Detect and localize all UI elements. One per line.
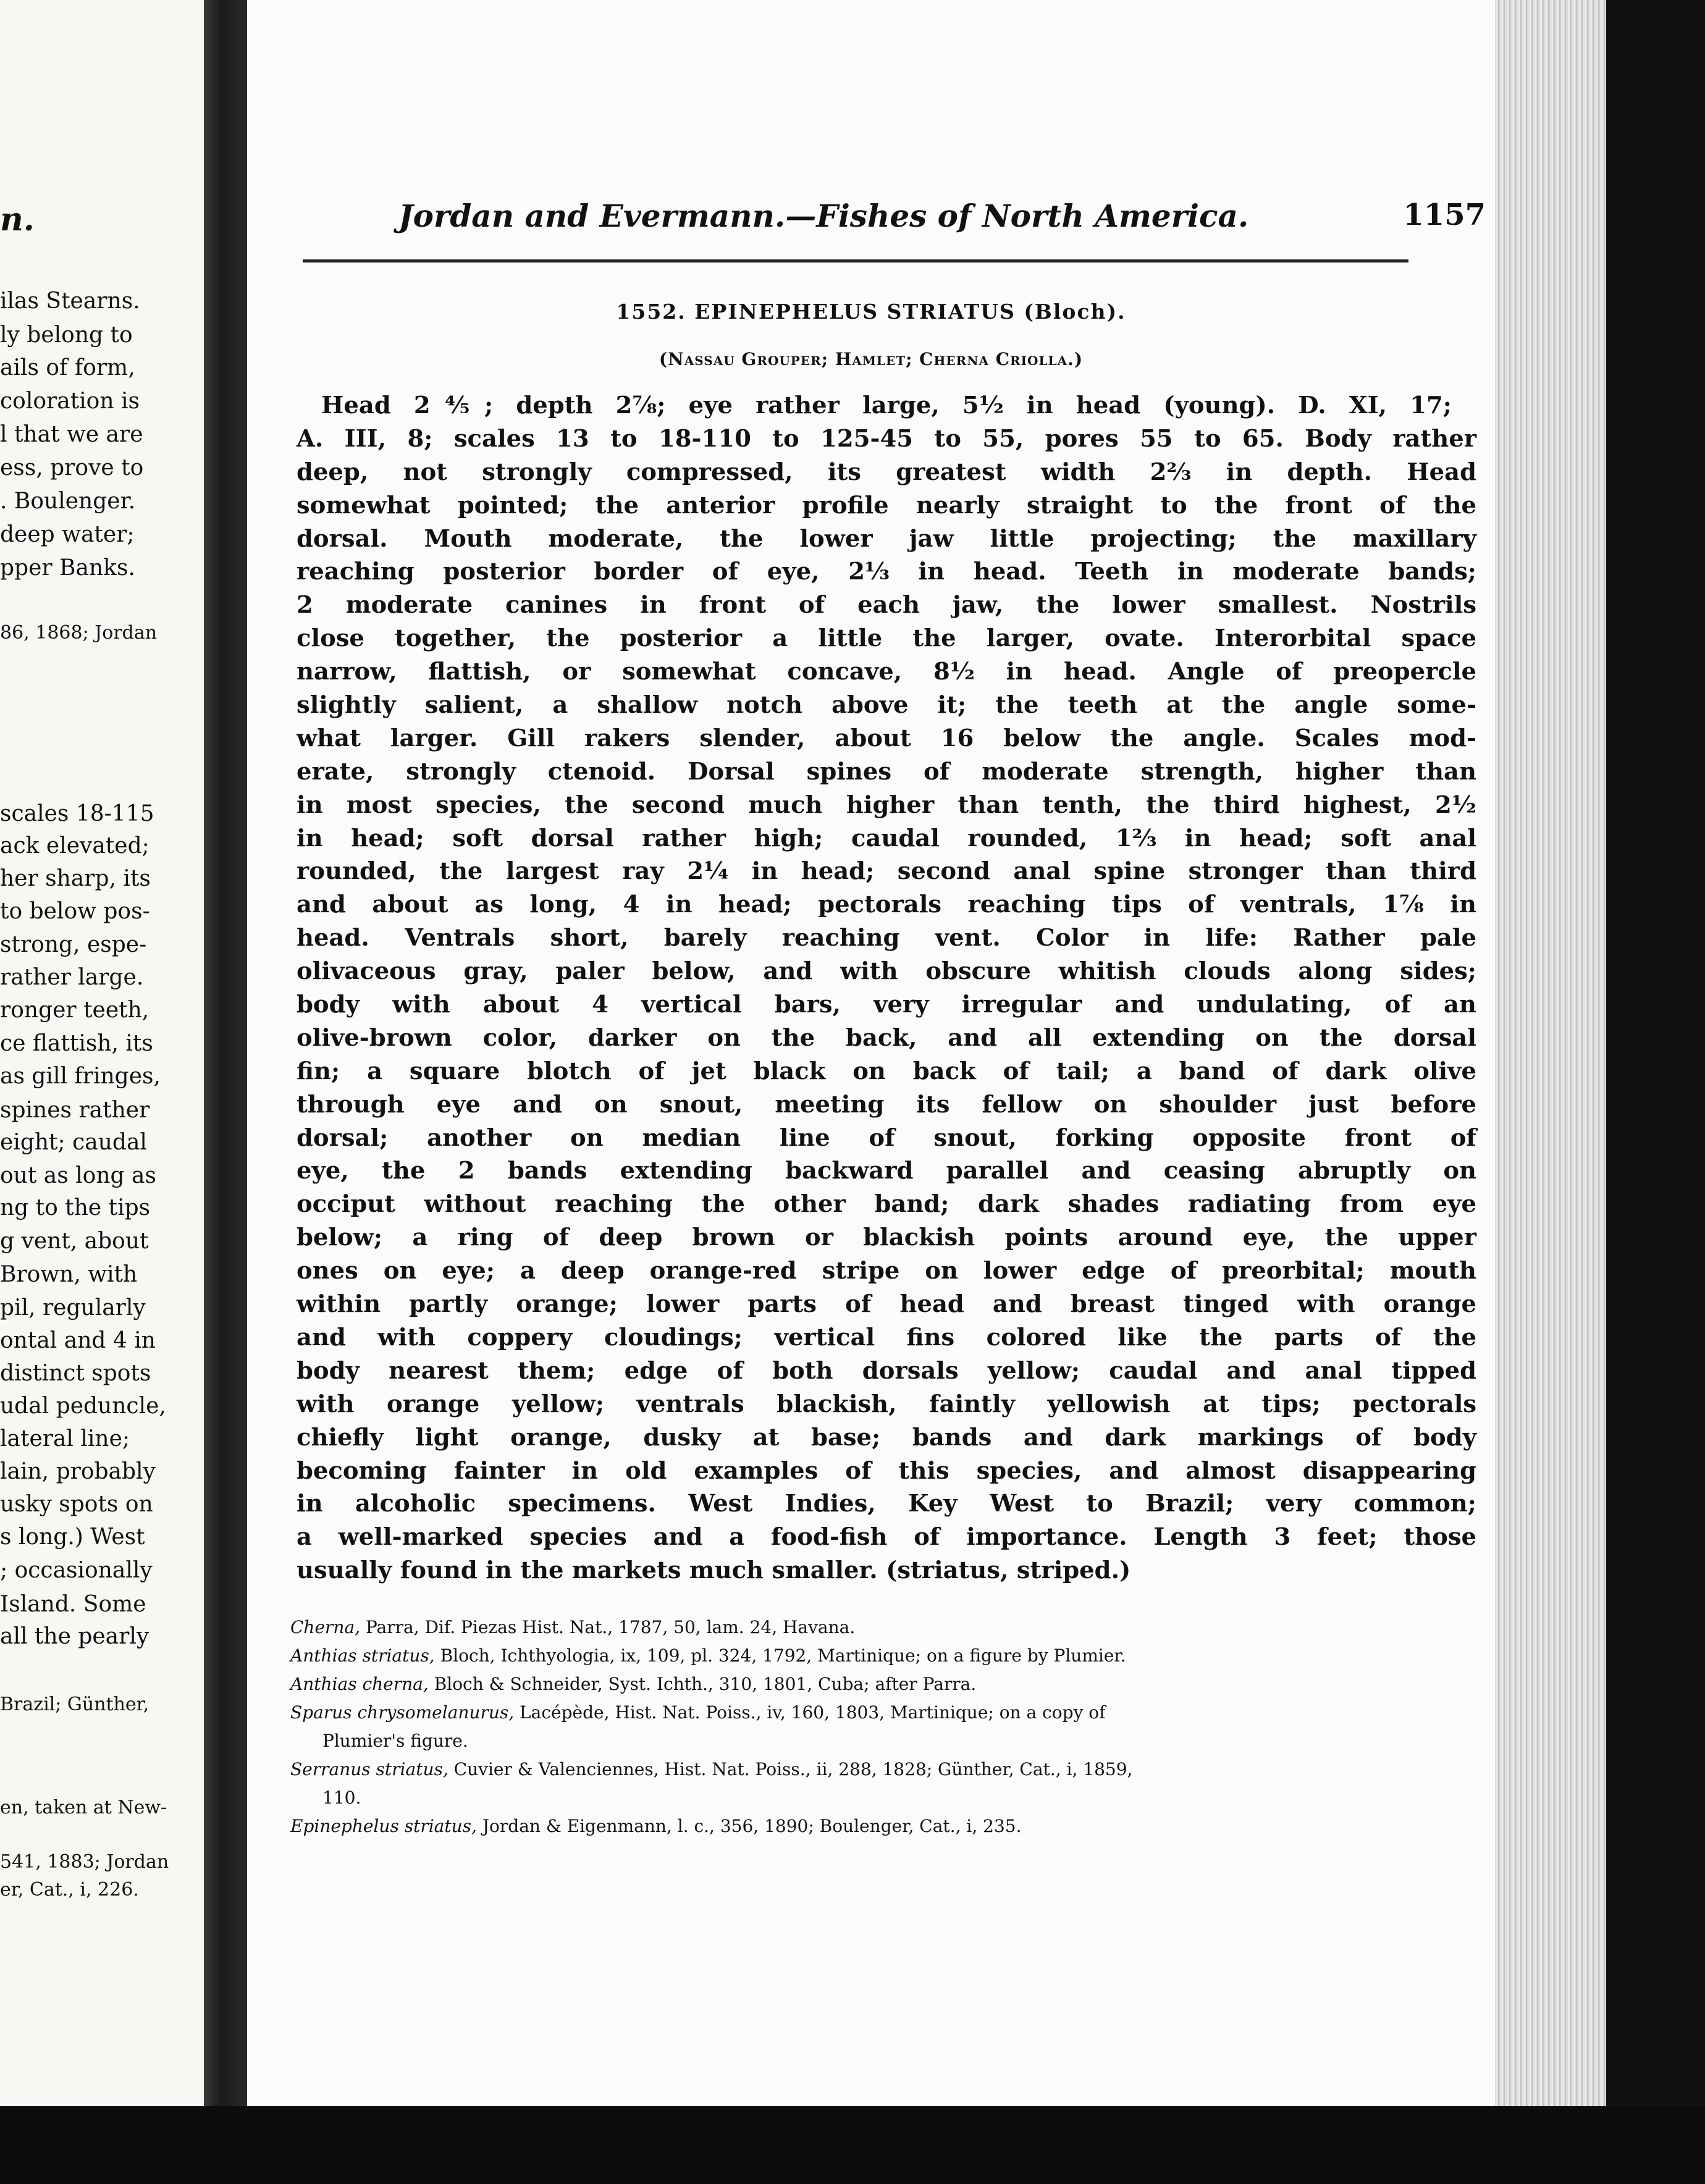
species-title: 1552. EPINEPHELUS STRIATUS (Bloch). [616, 300, 1126, 324]
description-line [297, 1321, 1483, 1354]
description-line [297, 1055, 1483, 1088]
description-line [297, 822, 1483, 855]
reference-citation: 110. [322, 1787, 361, 1808]
left-page-line: strong, espe- [0, 932, 147, 957]
left-page-line: to below pos- [0, 899, 150, 924]
page-edges [1495, 0, 1606, 2131]
header-rule [303, 259, 1408, 262]
description-line-text: Head 2⅘; depth 2⅞; eye rather large, 5½ in head (young). D. XI, 17; [321, 392, 1452, 419]
species-description [297, 389, 1483, 1587]
synonymy-references [290, 1613, 1476, 1841]
description-line-text: within partly orange; lower parts of head and breast tinged with orange [297, 1290, 1476, 1319]
description-line-text: body nearest them; edge of both dorsals yellow; caudal and anal tipped [297, 1356, 1476, 1385]
reference-name: Anthias cherna, [290, 1674, 429, 1694]
description-line [297, 689, 1483, 722]
description-line-text: reaching posterior border of eye, 2⅓ in head. Teeth in moderate bands; [297, 558, 1476, 586]
description-line [297, 888, 1483, 922]
left-page-line: her sharp, its [0, 866, 151, 891]
description-line-text: and with coppery cloudings; vertical fins colored like the parts of the [297, 1323, 1476, 1351]
reference-name: Epinephelus striatus, [290, 1816, 477, 1836]
left-page-line: lain, probably [0, 1459, 156, 1484]
left-page-line: Island. Some [0, 1592, 146, 1617]
reference-citation: Parra, Dif. Piezas Hist. Nat., 1787, 50, lam. 24, Havana. [360, 1617, 856, 1637]
description-line [297, 789, 1483, 822]
description-line-text: a well-marked species and a food-fish of importance. Length 3 feet; those [297, 1523, 1476, 1552]
left-page-line: usky spots on [0, 1492, 153, 1517]
description-line-text: erate, strongly ctenoid. Dorsal spines of moderate strength, higher than [297, 757, 1476, 786]
description-line [297, 1388, 1483, 1421]
left-page-line: Brown, with [0, 1262, 138, 1287]
reference-entry [290, 1755, 1476, 1784]
left-page-line: s long.) West [0, 1524, 145, 1550]
left-page-line: udal peduncle, [0, 1393, 166, 1419]
description-line [297, 589, 1483, 622]
description-line [297, 922, 1483, 955]
description-line [297, 722, 1483, 755]
description-line-text: in most species, the second much higher than tenth, the third highest, 2½ [297, 791, 1476, 819]
background-shadow [1606, 0, 1705, 2184]
description-line-text: occiput without reaching the other band; dark shades radiating from eye [297, 1190, 1476, 1219]
description-line [297, 456, 1483, 489]
left-page-line: g vent, about [0, 1228, 149, 1254]
left-page-line: pper Banks. [0, 555, 135, 581]
description-line [297, 389, 1483, 422]
left-page-line: en, taken at New- [0, 1797, 167, 1818]
description-line-text: ones on eye; a deep orange-red stripe on lower edge of preorbital; mouth [297, 1257, 1476, 1285]
reference-entry [290, 1642, 1476, 1670]
description-line-text: olivaceous gray, paler below, and with obscure whitish clouds along sides; [297, 957, 1476, 986]
reference-entry [290, 1613, 1476, 1642]
description-line-text: chiefly light orange, dusky at base; bands and dark markings of body [297, 1423, 1476, 1451]
reference-citation: Plumier's figure. [322, 1731, 468, 1751]
left-page-line: ; occasionally [0, 1558, 153, 1583]
reference-citation: Cuvier & Valenciennes, Hist. Nat. Poiss., ii, 288, 1828; Günther, Cat., i, 1859, [448, 1759, 1133, 1779]
reference-citation: Bloch & Schneider, Syst. Ichth., 310, 1801, Cuba; after Parra. [428, 1674, 977, 1694]
description-line-text: dorsal; another on median line of snout, forking opposite front of [297, 1124, 1476, 1152]
description-line [297, 955, 1483, 988]
description-line-text: body with about 4 vertical bars, very irregular and undulating, of an [297, 991, 1476, 1019]
left-page-line: all the pearly [0, 1624, 149, 1649]
description-line-text: head. Ventrals short, barely reaching vent. Color in life: Rather pale [297, 924, 1476, 952]
description-line [297, 988, 1483, 1022]
description-line-text: becoming fainter in old examples of this species, and almost disappearing [297, 1456, 1476, 1485]
description-line [297, 1421, 1483, 1455]
description-line [297, 755, 1483, 789]
left-page-line: ronger teeth, [0, 998, 149, 1023]
page-header [398, 198, 1486, 241]
left-page-line: ilas Stearns. [0, 288, 140, 314]
description-line-text: A. III, 8; scales 13 to 18-110 to 125-45 to 55, pores 55 to 65. Body rather [297, 424, 1476, 453]
page-number: 1157 [1403, 198, 1486, 232]
left-page-line: distinct spots [0, 1361, 151, 1386]
description-line-text: somewhat pointed; the anterior profile nearly straight to the front of the [297, 491, 1476, 519]
left-page-line: ack elevated; [0, 833, 149, 859]
reference-name: Cherna, [290, 1617, 361, 1637]
description-line [297, 855, 1483, 888]
description-line-text: deep, not strongly compressed, its greatest width 2⅔ in depth. Head [297, 458, 1476, 486]
left-page-line: ng to the tips [0, 1195, 151, 1220]
description-line [297, 1154, 1483, 1188]
left-page-line: ails of form, [0, 355, 135, 380]
left-page-line: scales 18-115 [0, 801, 154, 826]
reference-name: Serranus striatus, [290, 1759, 448, 1779]
left-page-line: l that we are [0, 422, 143, 447]
reference-citation: Jordan & Eigenmann, l. c., 356, 1890; Boulenger, Cat., i, 235. [476, 1816, 1022, 1836]
right-page [247, 0, 1495, 2106]
reference-entry [290, 1727, 1476, 1755]
left-page-line: rather large. [0, 965, 144, 990]
description-line [297, 1455, 1483, 1488]
description-line [297, 1221, 1483, 1254]
description-line [297, 655, 1483, 689]
description-line [297, 489, 1483, 523]
left-page-line: . Boulenger. [0, 489, 136, 514]
common-names: (Nassau Grouper; Hamlet; Cherna Criolla.) [659, 349, 1084, 369]
description-line-text: with orange yellow; ventrals blackish, faintly yellowish at tips; pectorals [297, 1390, 1476, 1418]
description-line-text: what larger. Gill rakers slender, about 16 below the angle. Scales mod- [297, 724, 1476, 752]
reference-citation: Lacépède, Hist. Nat. Poiss., iv, 160, 1803, Martinique; on a copy of [514, 1702, 1106, 1723]
description-line [297, 1521, 1483, 1554]
left-page-line: ontal and 4 in [0, 1328, 156, 1353]
book-spine [204, 0, 247, 2106]
left-page-line: ly belong to [0, 322, 133, 348]
description-line [297, 523, 1483, 556]
description-line-text: below; a ring of deep brown or blackish points around eye, the upper [297, 1224, 1476, 1252]
description-line-text: olive-brown color, darker on the back, and all extending on the dorsal [297, 1023, 1476, 1052]
left-page-line: eight; caudal [0, 1130, 147, 1155]
left-page-line: lateral line; [0, 1426, 130, 1451]
left-page-line: pil, regularly [0, 1295, 146, 1321]
left-page-line: Brazil; Günther, [0, 1694, 149, 1715]
description-line [297, 422, 1483, 456]
description-line-text: slightly salient, a shallow notch above it; the teeth at the angle some- [297, 691, 1476, 720]
left-page-line: 541, 1883; Jordan [0, 1851, 169, 1873]
left-page-fragment [0, 0, 204, 2106]
left-page-line: 86, 1868; Jordan [0, 622, 158, 644]
left-page-line: ce flattish, its [0, 1031, 153, 1056]
reference-name: Sparus chrysomelanurus, [290, 1702, 515, 1723]
running-title: Jordan and Evermann.—Fishes of North America. [398, 198, 1249, 234]
description-line [297, 1487, 1483, 1521]
description-line-text: rounded, the largest ray 2¼ in head; second anal spine stronger than third [297, 857, 1476, 886]
reference-entry [290, 1784, 1476, 1812]
reference-citation: Bloch, Ichthyologia, ix, 109, pl. 324, 1792, Martinique; on a figure by Plumier. [434, 1645, 1126, 1666]
description-line [297, 555, 1483, 589]
reference-entry [290, 1812, 1476, 1841]
description-line-text: usually found in the markets much smaller. (striatus, striped.) [297, 1556, 1131, 1585]
description-line-text: in head; soft dorsal rather high; caudal rounded, 1⅔ in head; soft anal [297, 824, 1476, 852]
reference-entry [290, 1699, 1476, 1727]
description-line-text: through eye and on snout, meeting its fellow on shoulder just before [297, 1090, 1476, 1119]
description-line [297, 1354, 1483, 1388]
description-line [297, 1188, 1483, 1221]
description-line [297, 1554, 1483, 1587]
bottom-background [0, 2106, 1705, 2184]
description-line-text: close together, the posterior a little the larger, ovate. Interorbital space [297, 624, 1476, 653]
description-line-text: narrow, flattish, or somewhat concave, 8½ in head. Angle of preopercle [297, 658, 1476, 686]
description-line-text: dorsal. Mouth moderate, the lower jaw little projecting; the maxillary [297, 524, 1476, 553]
description-line-text: 2 moderate canines in front of each jaw, the lower smallest. Nostrils [297, 591, 1476, 620]
left-page-line: spines rather [0, 1098, 150, 1123]
description-line [297, 1288, 1483, 1321]
left-page-line: er, Cat., i, 226. [0, 1879, 139, 1900]
description-line-text: in alcoholic specimens. West Indies, Key West to Brazil; very common; [297, 1490, 1476, 1518]
description-line-text: eye, the 2 bands extending backward parallel and ceasing abruptly on [297, 1157, 1476, 1185]
left-page-line: coloration is [0, 388, 140, 414]
description-line-text: fin; a square blotch of jet black on back of tail; a band of dark olive [297, 1057, 1476, 1085]
reference-entry [290, 1670, 1476, 1699]
left-page-line: out as long as [0, 1163, 156, 1188]
left-page-marker: n. [0, 201, 35, 238]
description-line [297, 622, 1483, 655]
left-page-line: as gill fringes, [0, 1064, 161, 1089]
reference-name: Anthias striatus, [290, 1645, 435, 1666]
description-line [297, 1088, 1483, 1122]
description-line [297, 1122, 1483, 1155]
description-line [297, 1022, 1483, 1055]
left-page-line: ess, prove to [0, 455, 144, 481]
left-page-line: deep water; [0, 522, 135, 547]
description-line [297, 1254, 1483, 1288]
description-line-text: and about as long, 4 in head; pectorals reaching tips of ventrals, 1⅞ in [297, 891, 1476, 919]
